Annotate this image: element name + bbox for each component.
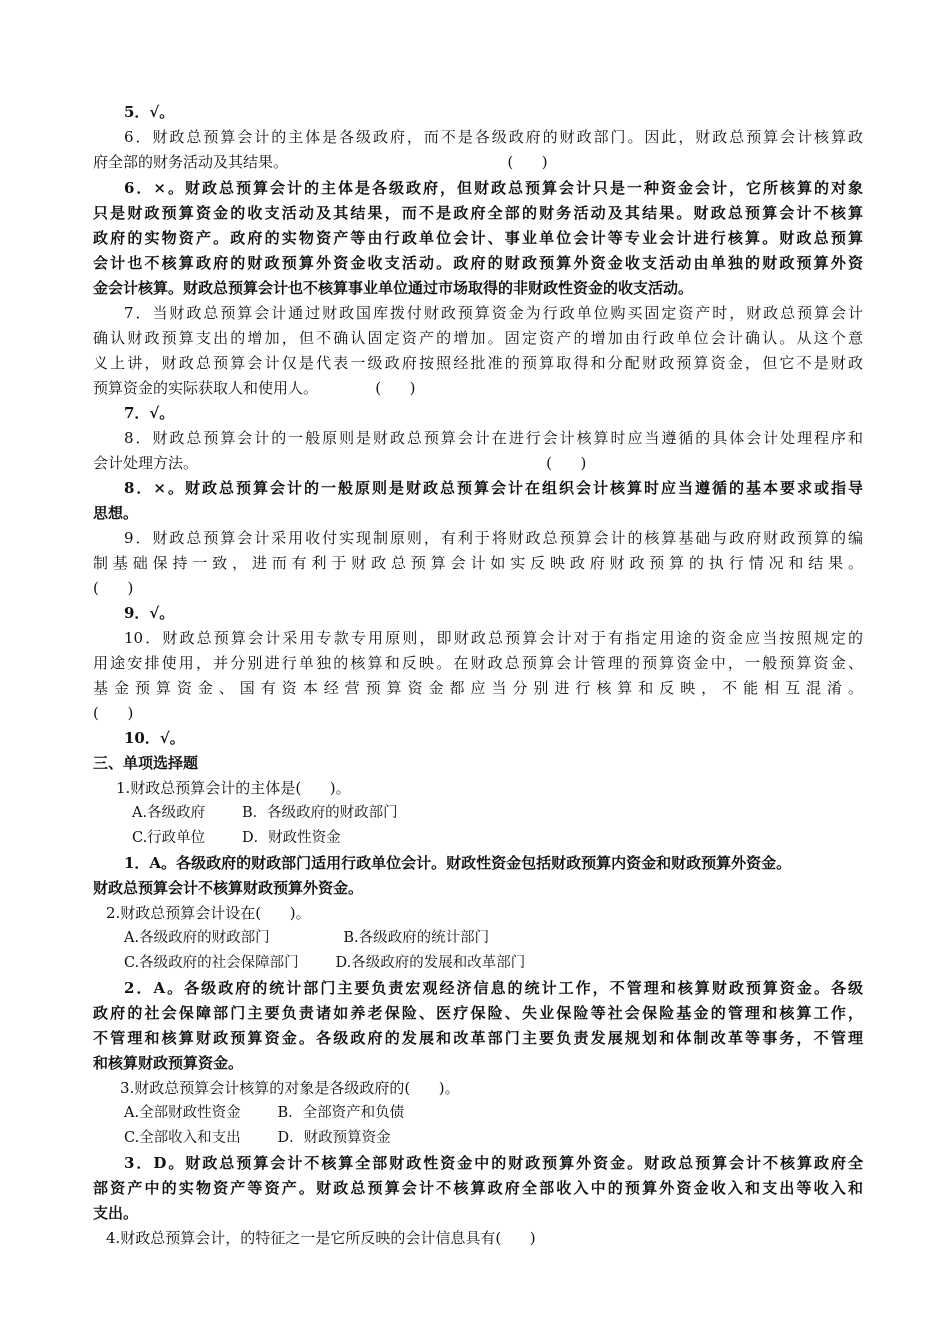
answer-line: 3．D。财政总预算会计不核算全部财政性资金中的财政预算外资金。财政总预算会计不核算政府全 xyxy=(124,1154,863,1172)
answer-line: 10．√。 xyxy=(124,729,185,747)
answer-line: 只是财政预算资金的收支活动及其结果，而不是政府全部的财务活动及其结果。财政总预算会计不核算 xyxy=(93,204,863,222)
question-line: 会计处理方法。 ( ) xyxy=(93,454,587,472)
question-line: 用途安排使用，并分别进行单独的核算和反映。在财政总预算会计管理的预算资金中，一般预算资金、 xyxy=(93,654,863,672)
question-line: 基金预算资金、国有资本经营预算资金都应当分别进行核算和反映，不能相互混淆。 xyxy=(93,679,863,697)
answer-line: 金会计核算。财政总预算会计也不核算事业单位通过市场取得的非财政性资金的收支活动。 xyxy=(93,279,694,297)
answer-line: 财政总预算会计不核算财政预算外资金。 xyxy=(93,879,364,897)
answer-line: 不管理和核算财政预算资金。各级政府的发展和改革部门主要负责发展规划和体制改革等事务，不管理 xyxy=(93,1029,863,1047)
question-line: ( ) xyxy=(93,579,134,597)
option-line: C.全部收入和支出 D．财政预算资金 xyxy=(124,1130,391,1146)
question-line: 确认财政预算支出的增加，但不确认固定资产的增加。固定资产的增加由行政单位会计确认。从这个意 xyxy=(93,329,863,347)
option-line: A.全部财政性资金 B．全部资产和负债 xyxy=(124,1105,405,1121)
question-line: 10．财政总预算会计采用专款专用原则，即财政总预算会计对于有指定用途的资金应当按照规定的 xyxy=(124,629,863,647)
question-line: ( ) xyxy=(93,704,134,722)
question-line: 义上讲，财政总预算会计仅是代表一级政府按照经批准的预算取得和分配财政预算资金，但它不是财政 xyxy=(93,354,863,372)
question-line: 6．财政总预算会计的主体是各级政府，而不是各级政府的财政部门。因此，财政总预算会计核算政 xyxy=(124,128,863,146)
answer-line: 会计也不核算政府的财政预算外资金收支活动。政府的财政预算外资金收支活动由单独的财政预算外资 xyxy=(93,254,863,272)
answer-line: 1．A。各级政府的财政部门适用行政单位会计。财政性资金包括财政预算内资金和财政预算外资金。 xyxy=(124,854,792,872)
answer-line: 7．√。 xyxy=(124,404,175,422)
answer-line: 政府的实物资产。政府的实物资产等由行政单位会计、事业单位会计等专业会计进行核算。财政总预算 xyxy=(93,229,863,247)
answer-line: 9．√。 xyxy=(124,604,175,622)
answer-line: 2．A。各级政府的统计部门主要负责宏观经济信息的统计工作，不管理和核算财政预算资金。各级 xyxy=(124,979,863,997)
answer-line: 支出。 xyxy=(93,1204,139,1222)
question-line: 9．财政总预算会计采用收付实现制原则，有利于将财政总预算会计的核算基础与政府财政预算的编 xyxy=(124,529,863,547)
answer-line: 5．√。 xyxy=(124,103,175,121)
question-line: 制基础保持一致，进而有利于财政总预算会计如实反映政府财政预算的执行情况和结果。 xyxy=(93,554,863,572)
option-line: A.各级政府的财政部门 B.各级政府的统计部门 xyxy=(124,930,490,946)
question-line: 1.财政总预算会计的主体是( )。 xyxy=(116,779,351,797)
section-heading: 三、单项选择题 xyxy=(93,754,199,772)
option-line: A.各级政府 B．各级政府的财政部门 xyxy=(132,805,398,821)
answer-line: 6．×。财政总预算会计的主体是各级政府，但财政总预算会计只是一种资金会计，它所核算的对象 xyxy=(124,179,863,197)
answer-line: 思想。 xyxy=(93,504,139,522)
answer-line: 部资产中的实物资产等资产。财政总预算会计不核算政府全部收入中的预算外资金收入和支出等收入和 xyxy=(93,1179,863,1197)
answer-line: 政府的社会保障部门主要负责诸如养老保险、医疗保险、失业保险等社会保险基金的管理和核算工作， xyxy=(93,1004,863,1022)
answer-line: 和核算财政预算资金。 xyxy=(93,1054,244,1072)
answer-line: 8．×。财政总预算会计的一般原则是财政总预算会计在组织会计核算时应当遵循的基本要求或指导 xyxy=(124,479,863,497)
question-line: 7．当财政总预算会计通过财政国库拨付财政预算资金为行政单位购买固定资产时，财政总预算会计 xyxy=(124,304,863,322)
question-line: 预算资金的实际获取人和使用人。 ( ) xyxy=(93,379,416,397)
option-line: C.各级政府的社会保障部门 D.各级政府的发展和改革部门 xyxy=(124,955,526,971)
question-line: 8．财政总预算会计的一般原则是财政总预算会计在进行会计核算时应当遵循的具体会计处理程序和 xyxy=(124,429,863,447)
question-line: 3.财政总预算会计核算的对象是各级政府的( )。 xyxy=(120,1079,460,1097)
option-line: C.行政单位 D．财政性资金 xyxy=(132,830,341,846)
question-line: 4.财政总预算会计，的特征之一是它所反映的会计信息具有( ) xyxy=(106,1229,536,1247)
question-line: 府全部的财务活动及其结果。 ( ) xyxy=(93,153,548,171)
question-line: 2.财政总预算会计设在( )。 xyxy=(106,904,311,922)
